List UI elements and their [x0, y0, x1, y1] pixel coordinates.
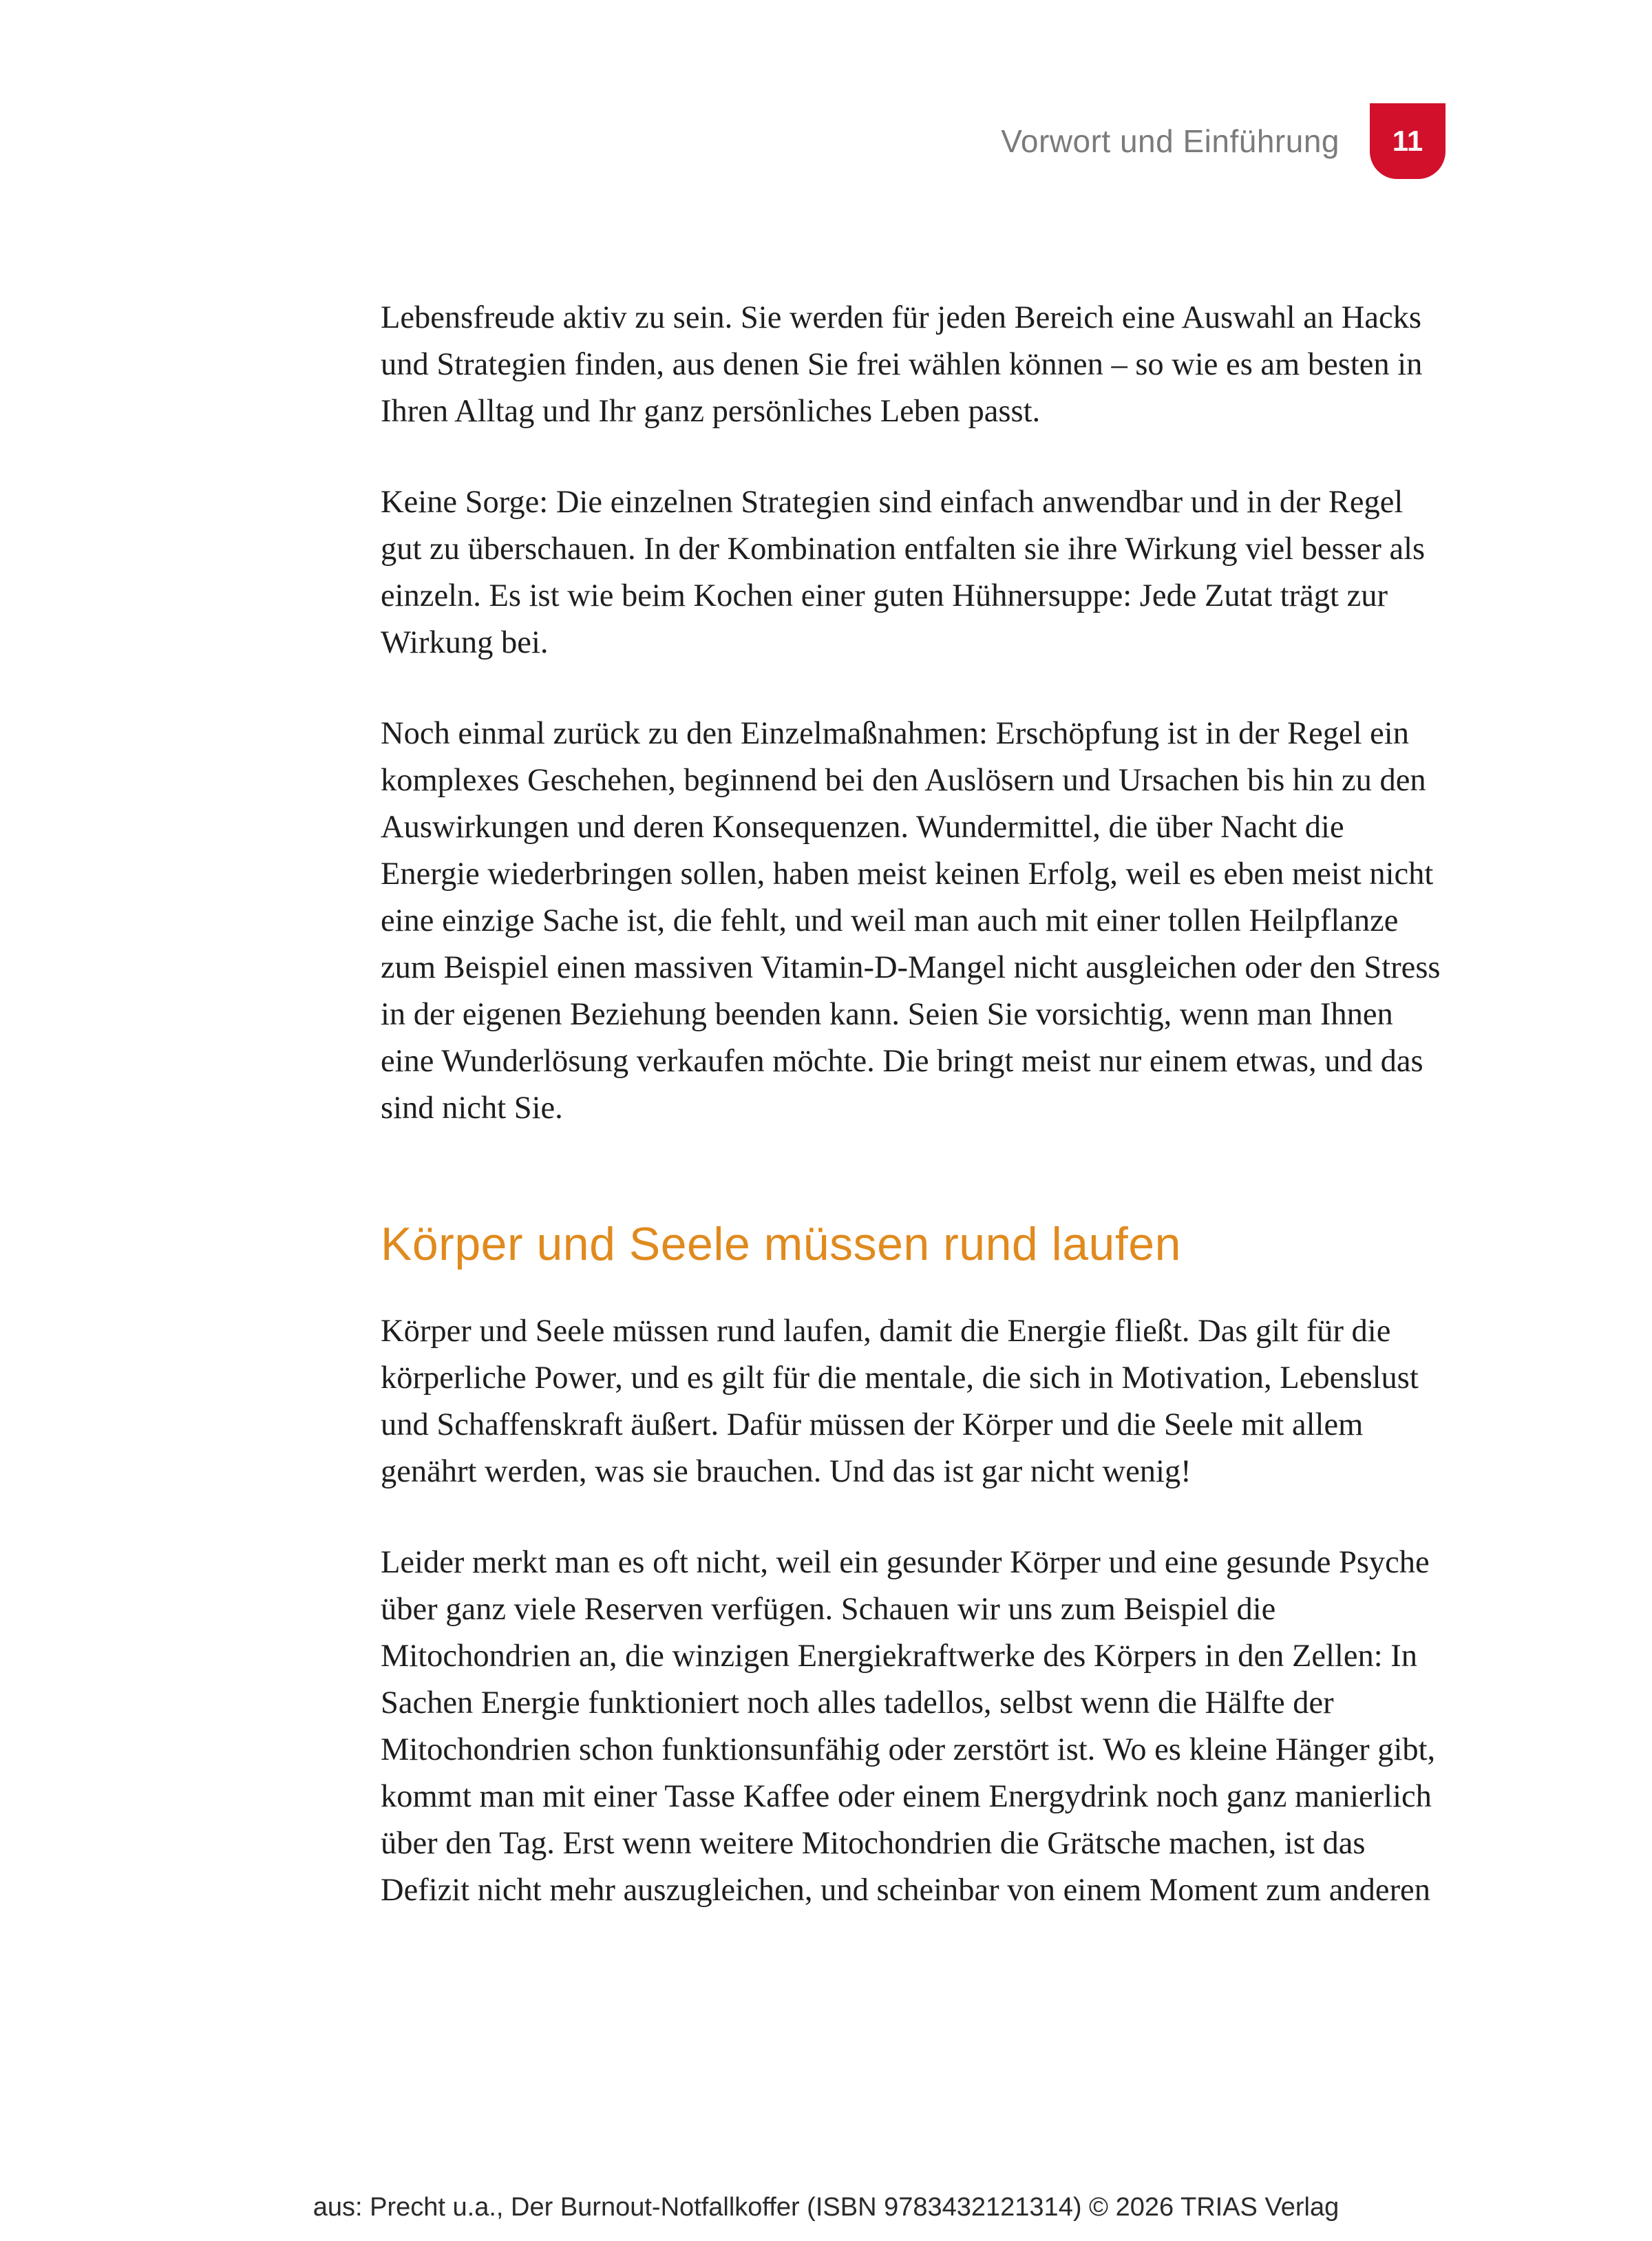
citation-footer: aus: Precht u.a., Der Burnout-Notfallkoffer (ISBN 9783432121314) © 2026 TRIAS Verlag: [313, 2193, 1339, 2222]
running-head: [1001, 103, 1446, 179]
page-number-tab: [1370, 103, 1446, 179]
body-paragraph: Leider merkt man es oft nicht, weil ein gesunder Körper und eine gesunde Psyche über ganz viele Reserven verfügen. Schauen wir uns zum Beispiel die Mitochondrien an, die winzigen Energiekraftwerke des Körpers in den Zellen: In Sachen Energie funktioniert noch alles tadellos, selbst wenn die Hälfte der Mitochondrien schon funktionsunfähig oder zerstört ist. Wo es kleine Hänger gibt, kommt man mit einer Tasse Kaffee oder einem Energydrink noch ganz manierlich über den Tag. Erst wenn weitere Mitochondrien die Grätsche machen, ist das Defizit nicht mehr auszugleichen, und scheinbar von einem Moment zum anderen: [381, 1545, 1436, 1908]
body-paragraph: Keine Sorge: Die einzelnen Strategien sind einfach anwendbar und in der Regel gut zu überschauen. In der Kombination entfalten sie ihre Wirkung viel besser als einzeln. Es ist wie beim Kochen einer guten Hühnersuppe: Jede Zutat trägt zur Wirkung bei.: [381, 485, 1426, 660]
section-title: Vorwort und Einführung: [1001, 123, 1339, 159]
body-paragraph: Noch einmal zurück zu den Einzelmaßnahmen: Erschöpfung ist in der Regel ein komplexes Geschehen, beginnend bei den Auslösern und Ursachen bis hin zu den Auswirkungen und deren Konsequenzen. Wundermittel, die über Nacht die Energie wiederbringen sollen, haben meist keinen Erfolg, weil es eben meist nicht eine einzige Sache ist, die fehlt, und weil man auch mit einer tollen Heilpflanze zum Beispiel einen massiven Vitamin-D-Mangel nicht ausgleichen oder den Stress in der eigenen Beziehung beenden kann. Seien Sie vorsichtig, wenn man Ihnen eine Wunderlösung verkaufen möchte. Die bringt meist nur einem etwas, und das sind nicht Sie.: [381, 716, 1441, 1126]
page-body: [381, 295, 1449, 1958]
section-heading: Körper und Seele müssen rund laufen: [381, 1218, 1181, 1270]
body-paragraph: Lebensfreude aktiv zu sein. Sie werden für jeden Bereich eine Auswahl an Hacks und Strategien finden, aus denen Sie frei wählen können – so wie es am besten in Ihren Alltag und Ihr ganz persönliches Leben passt.: [381, 300, 1423, 429]
page-number: 11: [1392, 125, 1423, 157]
body-paragraph: Körper und Seele müssen rund laufen, damit die Energie fließt. Das gilt für die körperliche Power, und es gilt für die mentale, die sich in Motivation, Lebenslust und Schaffenskraft äußert. Dafür müssen der Körper und die Seele mit allem genährt werden, was sie brauchen. Und das ist gar nicht wenig!: [381, 1314, 1419, 1489]
